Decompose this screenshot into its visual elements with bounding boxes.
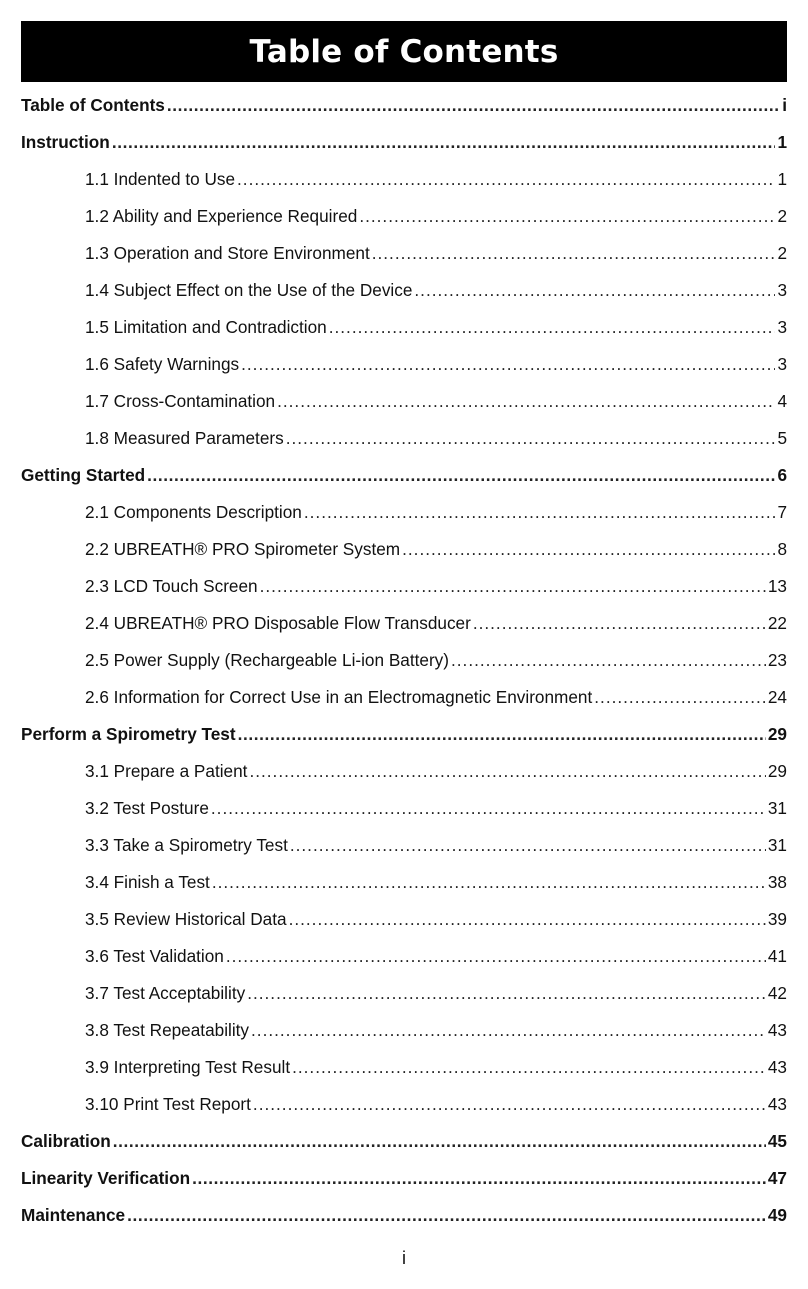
dot-leader <box>286 428 776 449</box>
toc-entry-page: 1 <box>777 132 787 152</box>
dot-leader <box>304 502 776 523</box>
toc-entry-page: 6 <box>777 465 787 485</box>
dot-leader <box>212 872 766 893</box>
dot-leader <box>253 1094 766 1115</box>
dot-leader <box>251 1020 766 1041</box>
toc-entry-page: 49 <box>767 1205 787 1225</box>
dot-leader <box>249 761 765 782</box>
dot-leader <box>402 539 775 560</box>
toc-chapter-entry[interactable] <box>21 124 787 161</box>
toc-section-entry[interactable] <box>21 198 787 235</box>
toc-section-entry[interactable] <box>21 642 787 679</box>
toc-section-entry[interactable] <box>21 420 787 457</box>
toc-entry-title: 2.5 Power Supply (Rechargeable Li-ion Battery) <box>85 650 449 670</box>
toc-entry-page: 29 <box>767 761 787 781</box>
toc-entry-title: Maintenance <box>21 1205 126 1225</box>
dot-leader <box>473 613 766 634</box>
toc-entry-page: 43 <box>767 1094 787 1114</box>
toc-entry-title: 3.6 Test Validation <box>85 946 224 966</box>
toc-section-entry[interactable] <box>21 1012 787 1049</box>
toc-entry-title: 1.5 Limitation and Contradiction <box>85 317 327 337</box>
toc-entry-page: 8 <box>777 539 787 559</box>
toc-section-entry[interactable] <box>21 864 787 901</box>
page-title: Table of Contents <box>249 33 559 70</box>
toc-entry-page: 43 <box>767 1057 787 1077</box>
toc-entry-title: Perform a Spirometry Test <box>21 724 236 744</box>
toc-entry-page: 5 <box>777 428 787 448</box>
toc-entry-title: 2.1 Components Description <box>85 502 302 522</box>
toc-entry-title: 2.6 Information for Correct Use in an Electromagnetic Environment <box>85 687 593 707</box>
toc-section-entry[interactable] <box>21 531 787 568</box>
toc-chapter-entry[interactable] <box>21 1160 787 1197</box>
toc-entry-title: 1.6 Safety Warnings <box>85 354 240 374</box>
toc-entry-title: Instruction <box>21 132 110 152</box>
toc-section-entry[interactable] <box>21 827 787 864</box>
toc-entry-page: 3 <box>777 354 787 374</box>
toc-section-entry[interactable] <box>21 568 787 605</box>
toc-section-entry[interactable] <box>21 272 787 309</box>
toc-chapter-entry[interactable] <box>21 87 787 124</box>
dot-leader <box>226 946 766 967</box>
dot-leader <box>167 95 780 116</box>
dot-leader <box>241 354 775 375</box>
toc-entry-title: 3.9 Interpreting Test Result <box>85 1057 291 1077</box>
toc-entry-title: Table of Contents <box>21 95 165 115</box>
dot-leader <box>113 1131 766 1152</box>
toc-chapter-entry[interactable] <box>21 716 787 753</box>
toc-entry-page: 24 <box>767 687 787 707</box>
title-banner <box>21 21 787 82</box>
dot-leader <box>192 1168 766 1189</box>
toc-section-entry[interactable] <box>21 975 787 1012</box>
page-number: i <box>402 1248 406 1268</box>
toc-entry-title: 1.1 Indented to Use <box>85 169 236 189</box>
toc-entry-title: Linearity Verification <box>21 1168 191 1188</box>
toc-entry-page: 2 <box>777 206 787 226</box>
toc-entry-page: 43 <box>767 1020 787 1040</box>
toc-entry-page: 2 <box>777 243 787 263</box>
toc-entry-page: 42 <box>767 983 787 1003</box>
dot-leader <box>147 465 775 486</box>
toc-section-entry[interactable] <box>21 605 787 642</box>
toc-entry-page: 1 <box>777 169 787 189</box>
toc-entry-title: 3.5 Review Historical Data <box>85 909 287 929</box>
toc-entry-title: 1.4 Subject Effect on the Use of the Device <box>85 280 413 300</box>
dot-leader <box>260 576 766 597</box>
toc-entry-title: 1.2 Ability and Experience Required <box>85 206 358 226</box>
toc-entry-title: 3.10 Print Test Report <box>85 1094 251 1114</box>
toc-section-entry[interactable] <box>21 901 787 938</box>
dot-leader <box>359 206 775 227</box>
toc-section-entry[interactable] <box>21 494 787 531</box>
toc-entry-title: Calibration <box>21 1131 111 1151</box>
dot-leader <box>237 169 775 190</box>
dot-leader <box>372 243 776 264</box>
table-of-contents <box>21 87 787 1234</box>
toc-entry-title: 2.4 UBREATH® PRO Disposable Flow Transducer <box>85 613 471 633</box>
dot-leader <box>127 1205 766 1226</box>
dot-leader <box>289 909 766 930</box>
toc-entry-title: 2.3 LCD Touch Screen <box>85 576 258 596</box>
toc-entry-title: 3.4 Finish a Test <box>85 872 210 892</box>
dot-leader <box>290 835 766 856</box>
toc-entry-page: 39 <box>767 909 787 929</box>
toc-section-entry[interactable] <box>21 753 787 790</box>
toc-entry-page: 38 <box>767 872 787 892</box>
toc-section-entry[interactable] <box>21 235 787 272</box>
dot-leader <box>238 724 766 745</box>
toc-entry-page: 3 <box>777 317 787 337</box>
toc-section-entry[interactable] <box>21 1086 787 1123</box>
dot-leader <box>211 798 766 819</box>
toc-section-entry[interactable] <box>21 346 787 383</box>
toc-entry-title: Getting Started <box>21 465 146 485</box>
dot-leader <box>329 317 776 338</box>
toc-chapter-entry[interactable] <box>21 1123 787 1160</box>
dot-leader <box>451 650 766 671</box>
toc-entry-title: 3.2 Test Posture <box>85 798 209 818</box>
toc-entry-page: 45 <box>767 1131 787 1151</box>
toc-entry-page: 31 <box>767 835 787 855</box>
toc-chapter-entry[interactable] <box>21 1197 787 1234</box>
toc-section-entry[interactable] <box>21 1049 787 1086</box>
toc-entry-title: 1.3 Operation and Store Environment <box>85 243 370 263</box>
toc-entry-page: 47 <box>767 1168 787 1188</box>
toc-chapter-entry[interactable] <box>21 457 787 494</box>
dot-leader <box>112 132 776 153</box>
toc-section-entry[interactable] <box>21 790 787 827</box>
dot-leader <box>277 391 775 412</box>
toc-entry-page: 3 <box>777 280 787 300</box>
dot-leader <box>594 687 766 708</box>
toc-entry-page: 41 <box>767 946 787 966</box>
dot-leader <box>247 983 766 1004</box>
toc-entry-page: 13 <box>767 576 787 596</box>
toc-entry-page: 31 <box>767 798 787 818</box>
toc-entry-page: 22 <box>767 613 787 633</box>
toc-entry-title: 1.7 Cross-Contamination <box>85 391 276 411</box>
toc-entry-page: 4 <box>777 391 787 411</box>
toc-entry-title: 3.8 Test Repeatability <box>85 1020 250 1040</box>
toc-section-entry[interactable] <box>21 383 787 420</box>
dot-leader <box>414 280 775 301</box>
toc-entry-page: 7 <box>777 502 787 522</box>
toc-entry-title: 3.7 Test Acceptability <box>85 983 246 1003</box>
dot-leader <box>292 1057 766 1078</box>
toc-entry-title: 3.3 Take a Spirometry Test <box>85 835 288 855</box>
toc-entry-page: 23 <box>767 650 787 670</box>
toc-entry-title: 2.2 UBREATH® PRO Spirometer System <box>85 539 401 559</box>
toc-entry-page: i <box>782 95 787 115</box>
toc-section-entry[interactable] <box>21 161 787 198</box>
toc-entry-title: 1.8 Measured Parameters <box>85 428 284 448</box>
toc-entry-page: 29 <box>767 724 787 744</box>
toc-section-entry[interactable] <box>21 309 787 346</box>
toc-entry-title: 3.1 Prepare a Patient <box>85 761 248 781</box>
toc-section-entry[interactable] <box>21 679 787 716</box>
toc-section-entry[interactable] <box>21 938 787 975</box>
